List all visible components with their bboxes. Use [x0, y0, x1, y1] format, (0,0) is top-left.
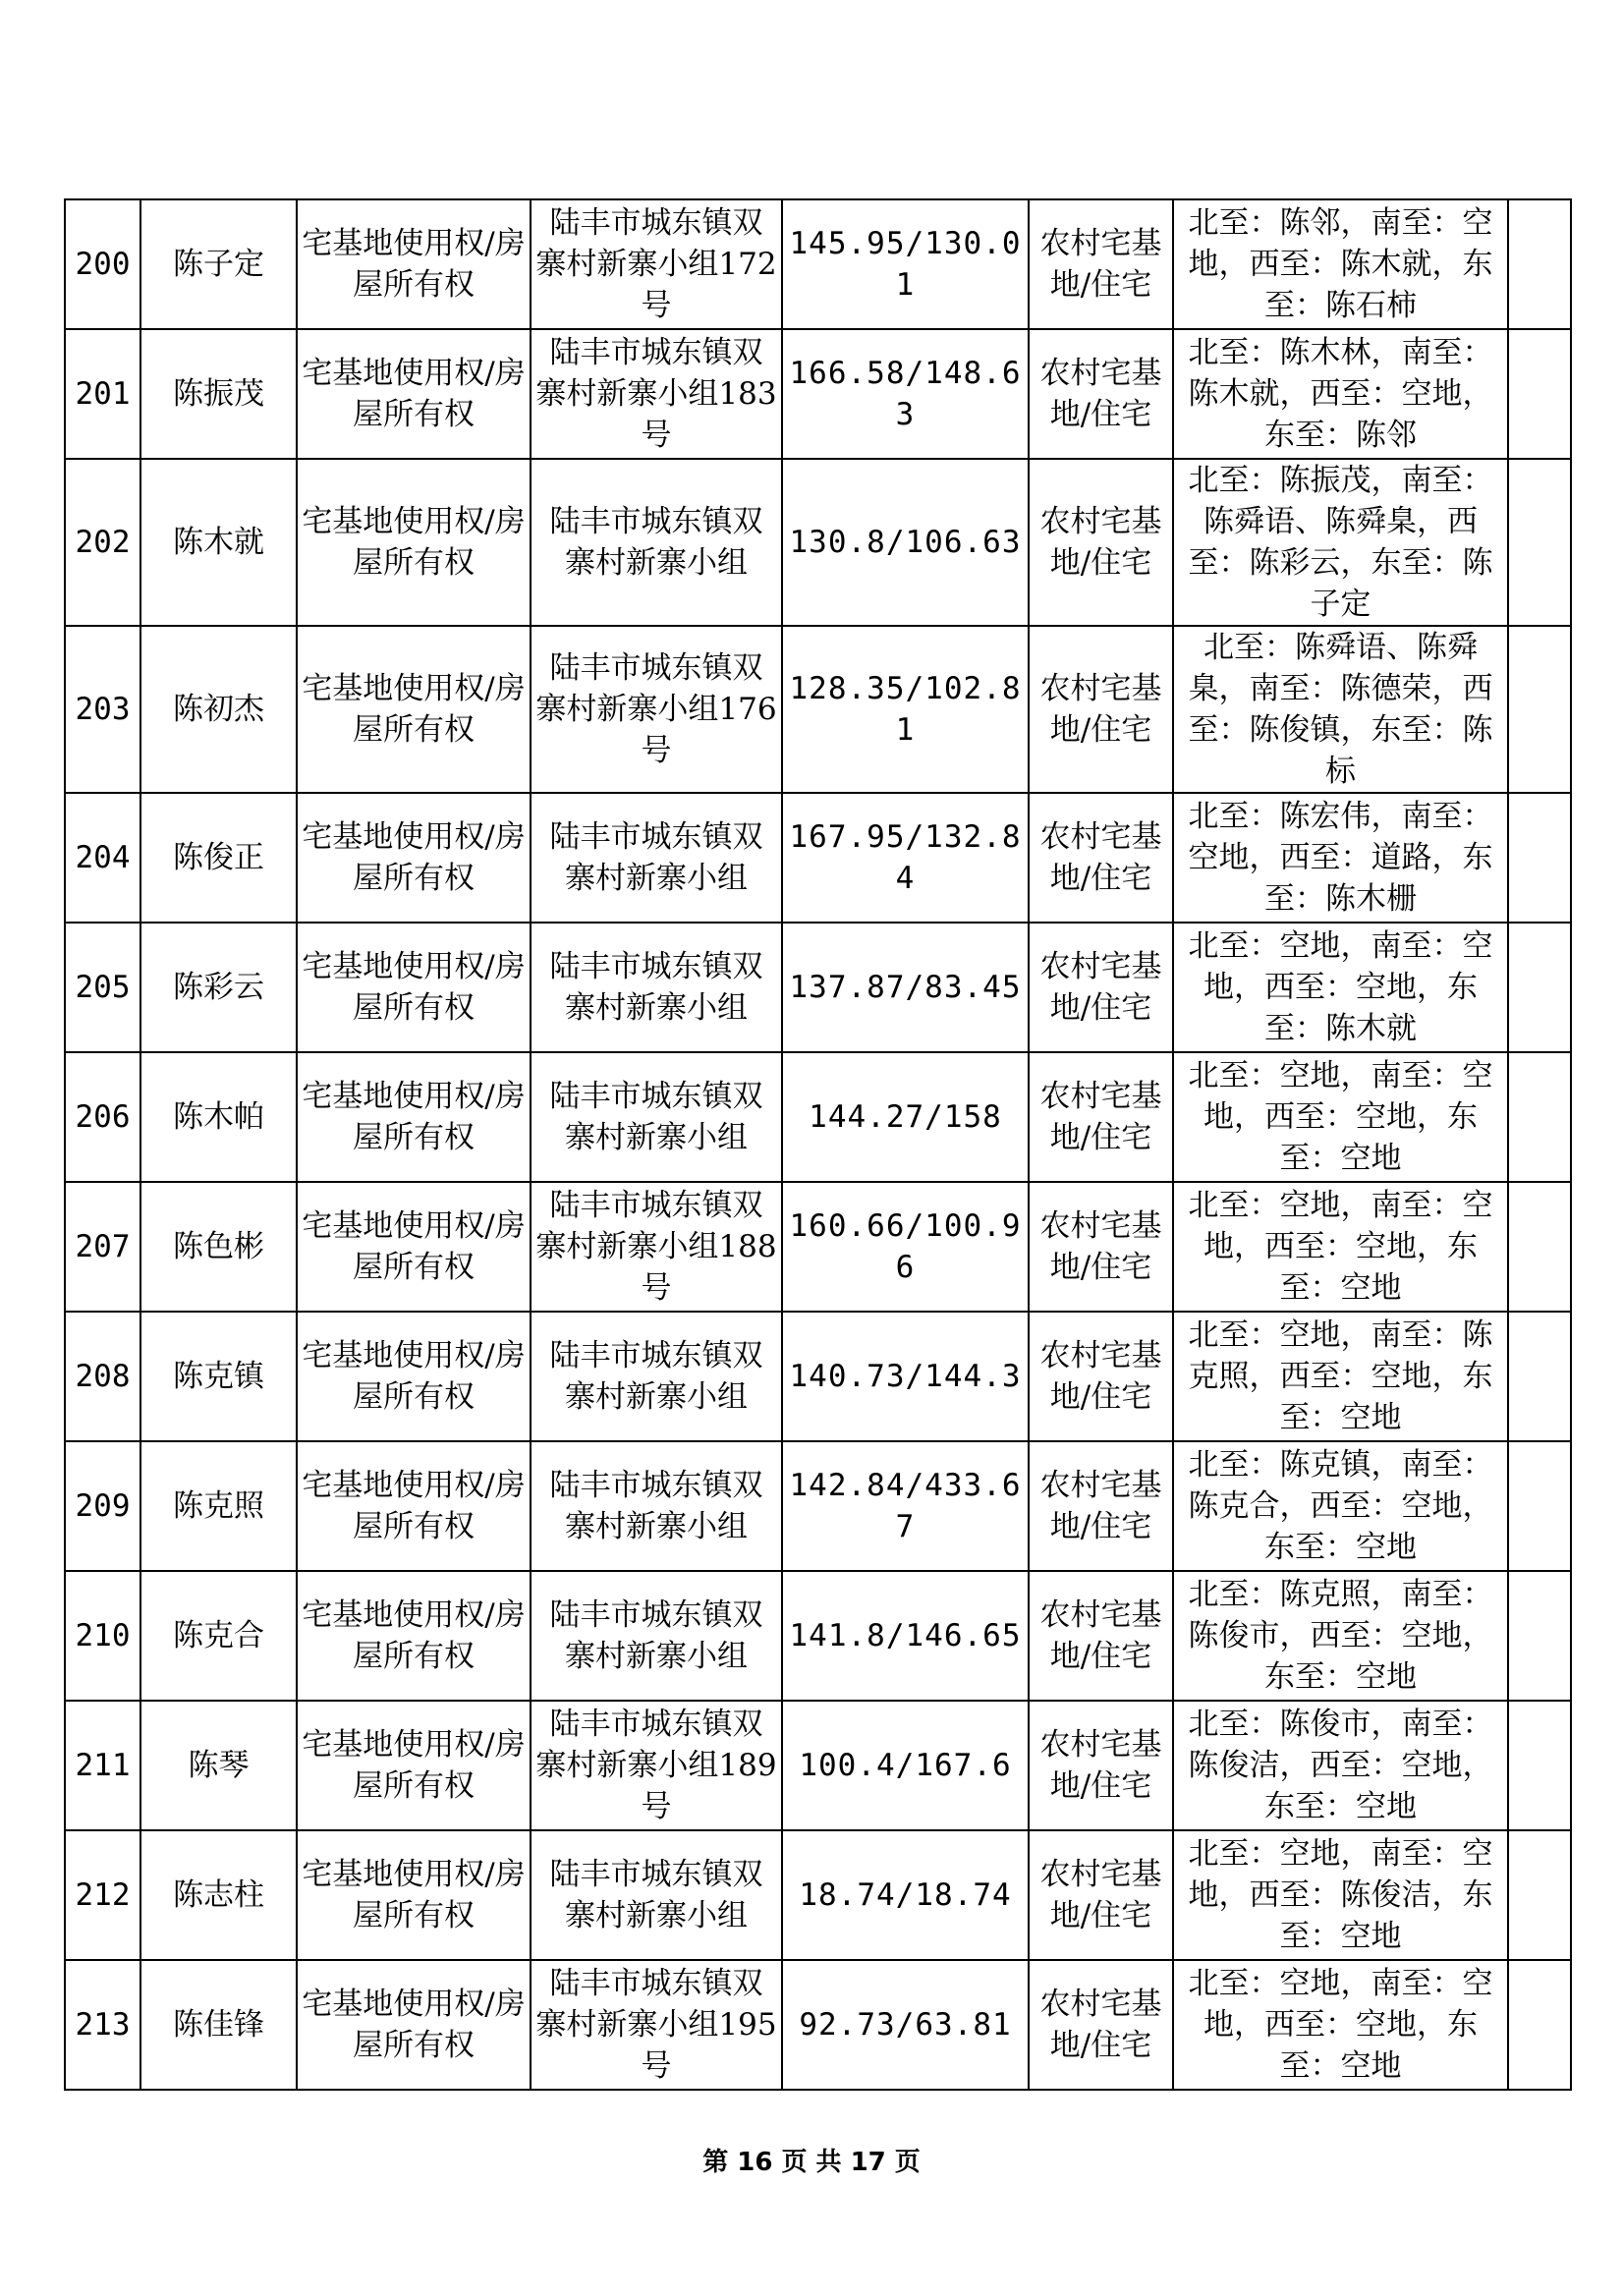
remarks-cell — [1508, 1960, 1571, 2090]
location-cell: 陆丰市城东镇双寨村新寨小组 — [531, 923, 782, 1052]
location-cell: 陆丰市城东镇双寨村新寨小组 — [531, 1571, 782, 1701]
land-use-cell: 农村宅基地/住宅 — [1029, 1052, 1173, 1182]
row-number-cell: 203 — [65, 626, 140, 793]
table-row — [65, 199, 1571, 329]
boundary-cell: 北至：陈邻，南至：空地，西至：陈木就，东至：陈石柿 — [1173, 199, 1508, 329]
boundary-cell: 北至：空地，南至：空地，西至：空地，东至：空地 — [1173, 1052, 1508, 1182]
boundary-cell: 北至：陈振茂，南至：陈舜语、陈舜臬，西至：陈彩云，东至：陈子定 — [1173, 459, 1508, 626]
owner-name-cell: 陈克照 — [140, 1441, 297, 1571]
land-use-cell: 农村宅基地/住宅 — [1029, 199, 1173, 329]
location-cell: 陆丰市城东镇双寨村新寨小组 — [531, 1052, 782, 1182]
location-cell: 陆丰市城东镇双寨村新寨小组195号 — [531, 1960, 782, 2090]
row-number-cell: 200 — [65, 199, 140, 329]
boundary-cell: 北至：陈宏伟，南至：空地，西至：道路，东至：陈木栅 — [1173, 793, 1508, 923]
area-cell: 142.84/433.67 — [782, 1441, 1029, 1571]
area-cell: 167.95/132.84 — [782, 793, 1029, 923]
table-row — [65, 1830, 1571, 1960]
area-cell: 130.8/106.63 — [782, 459, 1029, 626]
remarks-cell — [1508, 793, 1571, 923]
area-cell: 160.66/100.96 — [782, 1182, 1029, 1312]
boundary-cell: 北至：陈克镇，南至：陈克合，西至：空地，东至：空地 — [1173, 1441, 1508, 1571]
location-cell: 陆丰市城东镇双寨村新寨小组 — [531, 1830, 782, 1960]
location-cell: 陆丰市城东镇双寨村新寨小组176号 — [531, 626, 782, 793]
area-cell: 141.8/146.65 — [782, 1571, 1029, 1701]
remarks-cell — [1508, 459, 1571, 626]
right-type-cell: 宅基地使用权/房屋所有权 — [297, 1830, 531, 1960]
location-cell: 陆丰市城东镇双寨村新寨小组 — [531, 793, 782, 923]
right-type-cell: 宅基地使用权/房屋所有权 — [297, 459, 531, 626]
owner-name-cell: 陈木就 — [140, 459, 297, 626]
row-number-cell: 209 — [65, 1441, 140, 1571]
land-use-cell: 农村宅基地/住宅 — [1029, 1182, 1173, 1312]
remarks-cell — [1508, 1830, 1571, 1960]
location-cell: 陆丰市城东镇双寨村新寨小组172号 — [531, 199, 782, 329]
right-type-cell: 宅基地使用权/房屋所有权 — [297, 1052, 531, 1182]
land-use-cell: 农村宅基地/住宅 — [1029, 329, 1173, 459]
owner-name-cell: 陈克镇 — [140, 1312, 297, 1441]
remarks-cell — [1508, 1182, 1571, 1312]
land-use-cell: 农村宅基地/住宅 — [1029, 1830, 1173, 1960]
land-use-cell: 农村宅基地/住宅 — [1029, 923, 1173, 1052]
table-row — [65, 459, 1571, 626]
location-cell: 陆丰市城东镇双寨村新寨小组189号 — [531, 1701, 782, 1830]
row-number-cell: 206 — [65, 1052, 140, 1182]
owner-name-cell: 陈初杰 — [140, 626, 297, 793]
table-row — [65, 1052, 1571, 1182]
table-row — [65, 1182, 1571, 1312]
boundary-cell: 北至：空地，南至：空地，西至：空地，东至：空地 — [1173, 1960, 1508, 2090]
row-number-cell: 213 — [65, 1960, 140, 2090]
row-number-cell: 210 — [65, 1571, 140, 1701]
right-type-cell: 宅基地使用权/房屋所有权 — [297, 626, 531, 793]
table-row — [65, 793, 1571, 923]
right-type-cell: 宅基地使用权/房屋所有权 — [297, 1182, 531, 1312]
remarks-cell — [1508, 923, 1571, 1052]
registry-table — [64, 198, 1572, 2091]
location-cell: 陆丰市城东镇双寨村新寨小组 — [531, 1441, 782, 1571]
table-row — [65, 1441, 1571, 1571]
boundary-cell: 北至：陈木林，南至：陈木就，西至：空地，东至：陈邻 — [1173, 329, 1508, 459]
owner-name-cell: 陈子定 — [140, 199, 297, 329]
boundary-cell: 北至：空地，南至：空地，西至：空地，东至：陈木就 — [1173, 923, 1508, 1052]
land-use-cell: 农村宅基地/住宅 — [1029, 1960, 1173, 2090]
right-type-cell: 宅基地使用权/房屋所有权 — [297, 1441, 531, 1571]
row-number-cell: 205 — [65, 923, 140, 1052]
row-number-cell: 201 — [65, 329, 140, 459]
area-cell: 128.35/102.81 — [782, 626, 1029, 793]
row-number-cell: 202 — [65, 459, 140, 626]
area-cell: 18.74/18.74 — [782, 1830, 1029, 1960]
remarks-cell — [1508, 1052, 1571, 1182]
remarks-cell — [1508, 1701, 1571, 1830]
location-cell: 陆丰市城东镇双寨村新寨小组 — [531, 1312, 782, 1441]
location-cell: 陆丰市城东镇双寨村新寨小组183号 — [531, 329, 782, 459]
row-number-cell: 211 — [65, 1701, 140, 1830]
land-use-cell: 农村宅基地/住宅 — [1029, 1441, 1173, 1571]
location-cell: 陆丰市城东镇双寨村新寨小组188号 — [531, 1182, 782, 1312]
table-row — [65, 1960, 1571, 2090]
owner-name-cell: 陈琴 — [140, 1701, 297, 1830]
area-cell: 100.4/167.6 — [782, 1701, 1029, 1830]
owner-name-cell: 陈志柱 — [140, 1830, 297, 1960]
owner-name-cell: 陈振茂 — [140, 329, 297, 459]
owner-name-cell: 陈木帕 — [140, 1052, 297, 1182]
owner-name-cell: 陈彩云 — [140, 923, 297, 1052]
right-type-cell: 宅基地使用权/房屋所有权 — [297, 329, 531, 459]
land-use-cell: 农村宅基地/住宅 — [1029, 793, 1173, 923]
area-cell: 92.73/63.81 — [782, 1960, 1029, 2090]
right-type-cell: 宅基地使用权/房屋所有权 — [297, 1701, 531, 1830]
land-use-cell: 农村宅基地/住宅 — [1029, 459, 1173, 626]
remarks-cell — [1508, 626, 1571, 793]
boundary-cell: 北至：空地，南至：陈克照，西至：空地，东至：空地 — [1173, 1312, 1508, 1441]
table-row — [65, 923, 1571, 1052]
land-use-cell: 农村宅基地/住宅 — [1029, 1312, 1173, 1441]
area-cell: 145.95/130.01 — [782, 199, 1029, 329]
table-row — [65, 329, 1571, 459]
area-cell: 144.27/158 — [782, 1052, 1029, 1182]
remarks-cell — [1508, 329, 1571, 459]
right-type-cell: 宅基地使用权/房屋所有权 — [297, 793, 531, 923]
owner-name-cell: 陈俊正 — [140, 793, 297, 923]
registry-table-body — [65, 199, 1571, 2090]
right-type-cell: 宅基地使用权/房屋所有权 — [297, 1571, 531, 1701]
owner-name-cell: 陈色彬 — [140, 1182, 297, 1312]
area-cell: 137.87/83.45 — [782, 923, 1029, 1052]
row-number-cell: 204 — [65, 793, 140, 923]
remarks-cell — [1508, 1441, 1571, 1571]
owner-name-cell: 陈克合 — [140, 1571, 297, 1701]
remarks-cell — [1508, 1571, 1571, 1701]
table-row — [65, 626, 1571, 793]
row-number-cell: 208 — [65, 1312, 140, 1441]
table-row — [65, 1571, 1571, 1701]
table-row — [65, 1701, 1571, 1830]
owner-name-cell: 陈佳锋 — [140, 1960, 297, 2090]
right-type-cell: 宅基地使用权/房屋所有权 — [297, 1960, 531, 2090]
area-cell: 166.58/148.63 — [782, 329, 1029, 459]
remarks-cell — [1508, 1312, 1571, 1441]
boundary-cell: 北至：空地，南至：空地，西至：陈俊洁，东至：空地 — [1173, 1830, 1508, 1960]
boundary-cell: 北至：陈克照，南至：陈俊市，西至：空地，东至：空地 — [1173, 1571, 1508, 1701]
row-number-cell: 207 — [65, 1182, 140, 1312]
boundary-cell: 北至：陈舜语、陈舜臬，南至：陈德荣，西至：陈俊镇，东至：陈标 — [1173, 626, 1508, 793]
boundary-cell: 北至：空地，南至：空地，西至：空地，东至：空地 — [1173, 1182, 1508, 1312]
land-use-cell: 农村宅基地/住宅 — [1029, 1571, 1173, 1701]
remarks-cell — [1508, 199, 1571, 329]
land-use-cell: 农村宅基地/住宅 — [1029, 1701, 1173, 1830]
right-type-cell: 宅基地使用权/房屋所有权 — [297, 1312, 531, 1441]
table-row — [65, 1312, 1571, 1441]
area-cell: 140.73/144.3 — [782, 1312, 1029, 1441]
page-footer: 第 16 页 共 17 页 — [702, 2148, 921, 2177]
land-use-cell: 农村宅基地/住宅 — [1029, 626, 1173, 793]
row-number-cell: 212 — [65, 1830, 140, 1960]
location-cell: 陆丰市城东镇双寨村新寨小组 — [531, 459, 782, 626]
right-type-cell: 宅基地使用权/房屋所有权 — [297, 923, 531, 1052]
right-type-cell: 宅基地使用权/房屋所有权 — [297, 199, 531, 329]
boundary-cell: 北至：陈俊市，南至：陈俊洁，西至：空地，东至：空地 — [1173, 1701, 1508, 1830]
